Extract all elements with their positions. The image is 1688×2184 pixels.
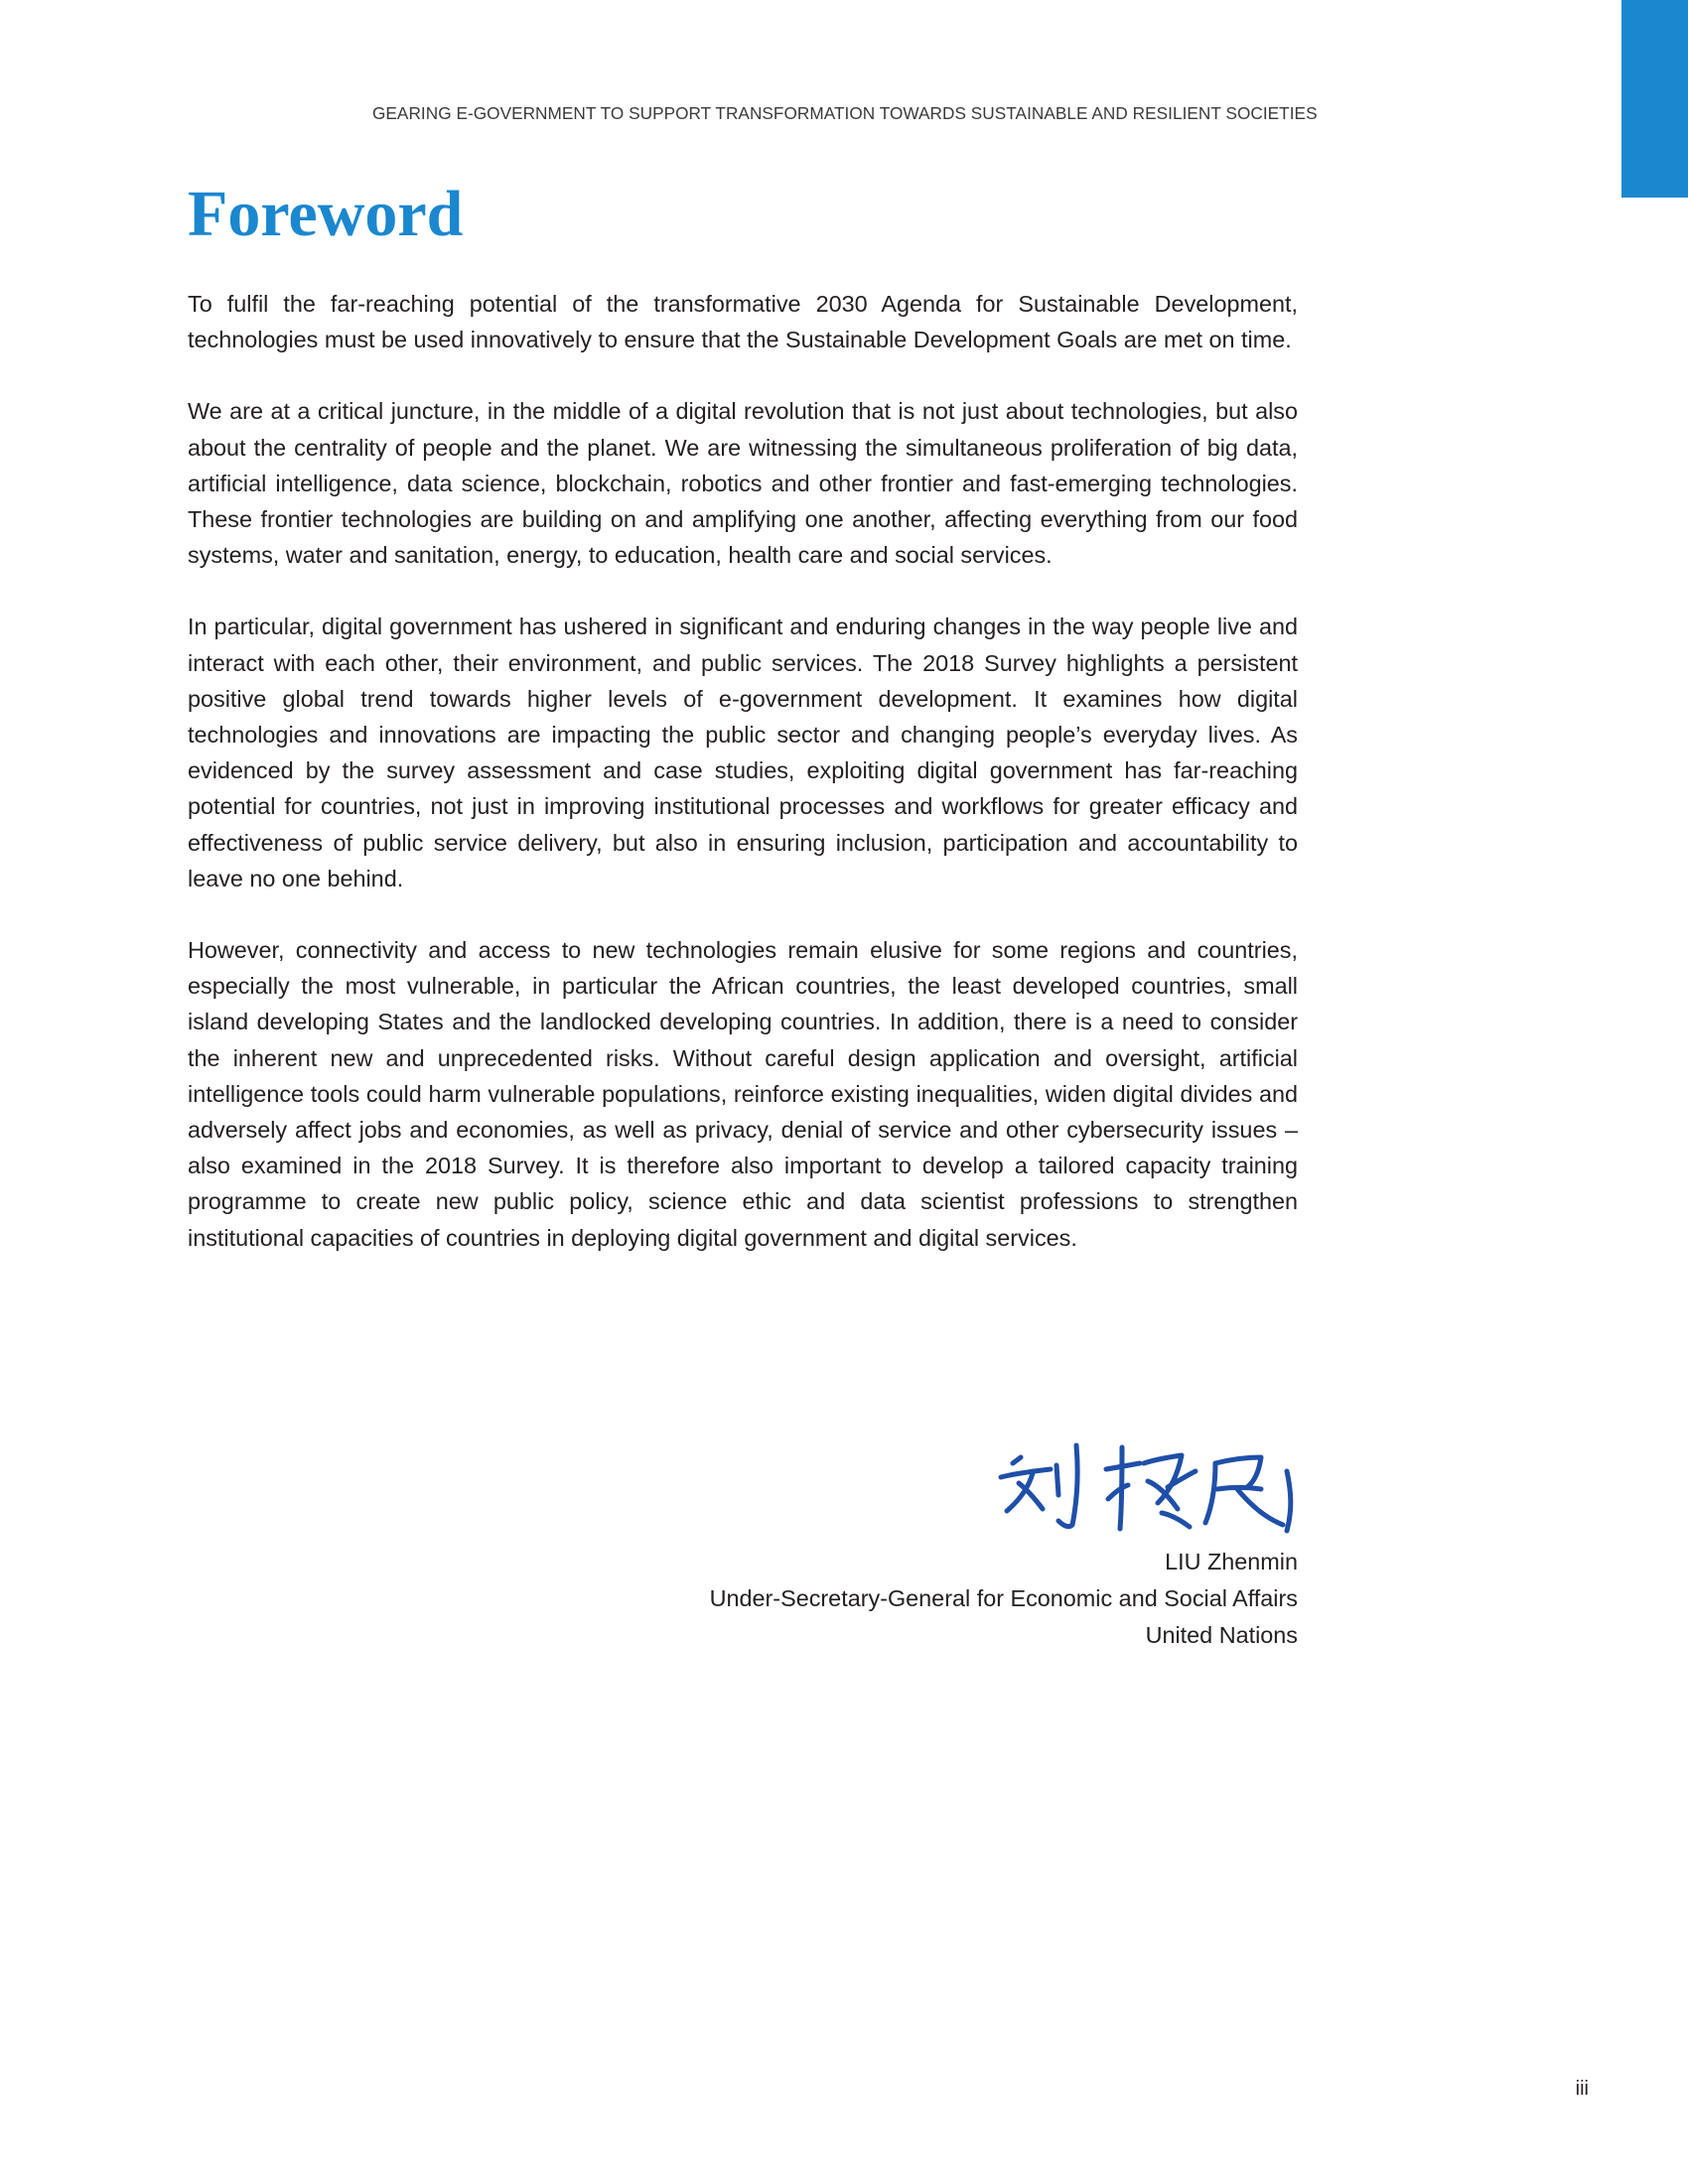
chapter-tab [1621, 0, 1688, 198]
paragraph: However, connectivity and access to new technologies remain elusive for some regions and countries, especially the most vulnerable, in particular the African countries, the least developed countries, small island developing States and the landlocked developing countries. In addition, there is a need to consider the inherent new and unprecedented risks. Without careful design application and oversight, artificial intelligence tools could harm vulnerable populations, reinforce existing inequalities, widen digital divides and adversely affect jobs and economies, as well as privacy, denial of service and other cybersecurity issues – also examined in the 2018 Survey. It is therefore also important to develop a tailored capacity training programme to create new public policy, science ethic and data scientist professions to strengthen institutional capacities of countries in deploying digital government and digital services. [188, 937, 1298, 1251]
handwritten-signature [993, 1430, 1311, 1539]
page-number: iii [1575, 2078, 1589, 2100]
paragraph: To fulfil the far-reaching potential of the transformative 2030 Agenda for Sustainable Development, technologies must be used innovatively to ensure that the Sustainable Development Goals are met on time. [188, 291, 1298, 353]
signature-block [596, 1544, 1298, 1654]
body-text [188, 286, 1298, 1292]
signatory-position: Under-Secretary-General for Economic and Social Affairs [709, 1585, 1298, 1611]
signatory-name: LIU Zhenmin [1165, 1549, 1298, 1574]
signatory-organization: United Nations [1145, 1622, 1298, 1648]
page-title: Foreword [188, 178, 464, 250]
paragraph: In particular, digital government has ushered in significant and enduring changes in the way people live and interact with each other, their environment, and public services. The 2018 Survey highlights a persistent positive global trend towards higher levels of e-government development. It examines how digital technologies and innovations are impacting the public sector and changing people’s everyday lives. As evidenced by the survey assessment and case studies, exploiting digital government has far-reaching potential for countries, not just in improving institutional processes and workflows for greater efficacy and effectiveness of public service delivery, but also in ensuring inclusion, participation and accountability to leave no one behind. [188, 614, 1298, 891]
running-header: GEARING E-GOVERNMENT TO SUPPORT TRANSFORMATION TOWARDS SUSTAINABLE AND RESILIENT SOCIETIES [372, 103, 1318, 123]
paragraph: We are at a critical juncture, in the middle of a digital revolution that is not just about technologies, but also about the centrality of people and the planet. We are witnessing the simultaneous proliferation of big data, artificial intelligence, data science, blockchain, robotics and other frontier and fast-emerging technologies. These frontier technologies are building on and amplifying one another, affecting everything from our food systems, water and sanitation, energy, to education, health care and social services. [188, 398, 1298, 569]
